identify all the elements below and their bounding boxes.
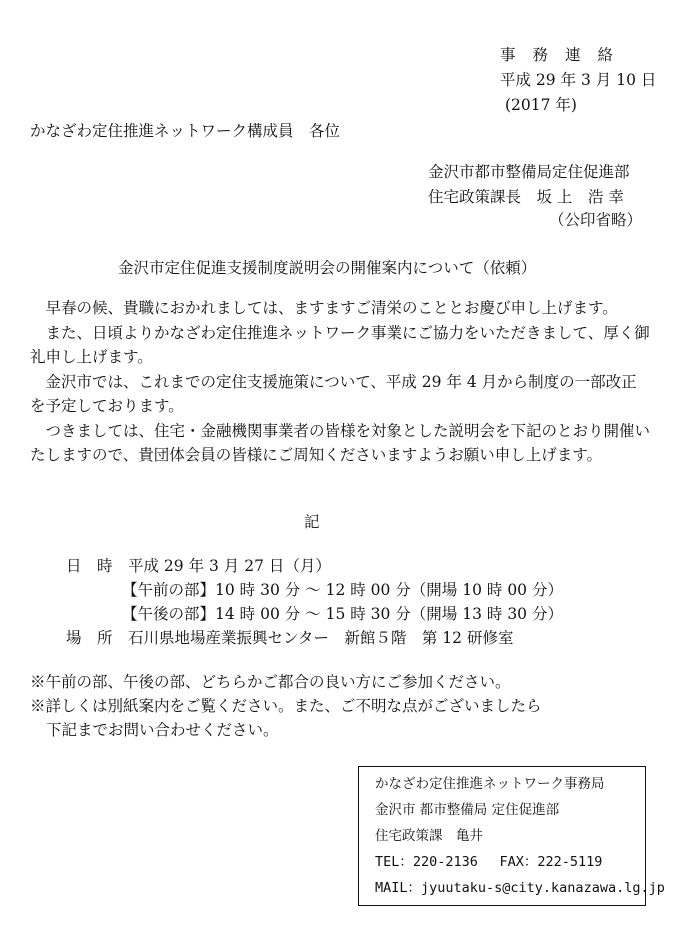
- contact-section: 住宅政策課 亀井: [375, 828, 483, 844]
- seal-omitted-note: （公印省略）: [549, 211, 643, 229]
- ki-heading: 記: [304, 513, 320, 531]
- contact-tel-fax: TEL：220-2136 FAX：222-5119: [375, 854, 603, 870]
- contact-box: [358, 766, 665, 906]
- issue-date: 平成 29 年 3 月 10 日: [500, 71, 657, 89]
- datetime-label: 日 時: [66, 557, 113, 575]
- contact-dept: 金沢市 都市整備局 定住促進部: [375, 802, 560, 818]
- event-place: 石川県地場産業振興センター 新館５階 第 12 研修室: [128, 629, 514, 647]
- contact-office: かなざわ定住推進ネットワーク事務局: [375, 776, 605, 792]
- note-details: ※詳しくは別紙案内をご覧ください。また、ご不明な点がございましたら: [30, 697, 542, 715]
- body-paragraph-greeting: 早春の候、貴職におかれましては、ますますご清栄のこととお慶び申し上げます。: [45, 299, 618, 317]
- body-paragraph-revision: 金沢市では、これまでの定住支援施策について、平成 29 年 4 月から制度の一部改正を予定しております。: [30, 372, 637, 415]
- afternoon-session: 【午後の部】14 時 00 分 ～ 15 時 30 分（開場 13 時 30 分）: [122, 605, 563, 623]
- contact-mail: MAIL：jyuutaku-s@city.kanazawa.lg.jp: [375, 880, 665, 896]
- body-paragraph-thanks: また、日頃よりかなざわ定住推進ネットワーク事業にご協力をいただきまして、厚く御礼申し上げます。: [30, 323, 650, 366]
- sender-title-name: 住宅政策課長 坂 上 浩 幸: [428, 188, 624, 206]
- body-text: [30, 296, 650, 468]
- body-paragraph-request: つきましては、住宅・金融機関事業者の皆様を対象とした説明会を下記のとおり開催いたしますので、貴団体会員の皆様にご周知くださいますようお願い申し上げます。: [30, 421, 651, 464]
- morning-session: 【午前の部】10 時 30 分 ～ 12 時 00 分（開場 10 時 00 分）: [122, 581, 563, 599]
- sender-org: 金沢市都市整備局定住促進部: [428, 163, 630, 181]
- document-type: 事務連絡: [500, 46, 631, 64]
- addressee: かなざわ定住推進ネットワーク構成員 各位: [30, 122, 341, 140]
- place-label: 場 所: [66, 629, 113, 647]
- note-inquiry: 下記までお問い合わせください。: [46, 721, 279, 739]
- note-attendance: ※午前の部、午後の部、どちらかご都合の良い方にご参加ください。: [30, 673, 511, 691]
- subject-title: 金沢市定住促進支援制度説明会の開催案内について（依頼）: [118, 259, 537, 277]
- event-date: 平成 29 年 3 月 27 日（月）: [128, 557, 331, 575]
- year-note: (2017 年): [505, 96, 577, 114]
